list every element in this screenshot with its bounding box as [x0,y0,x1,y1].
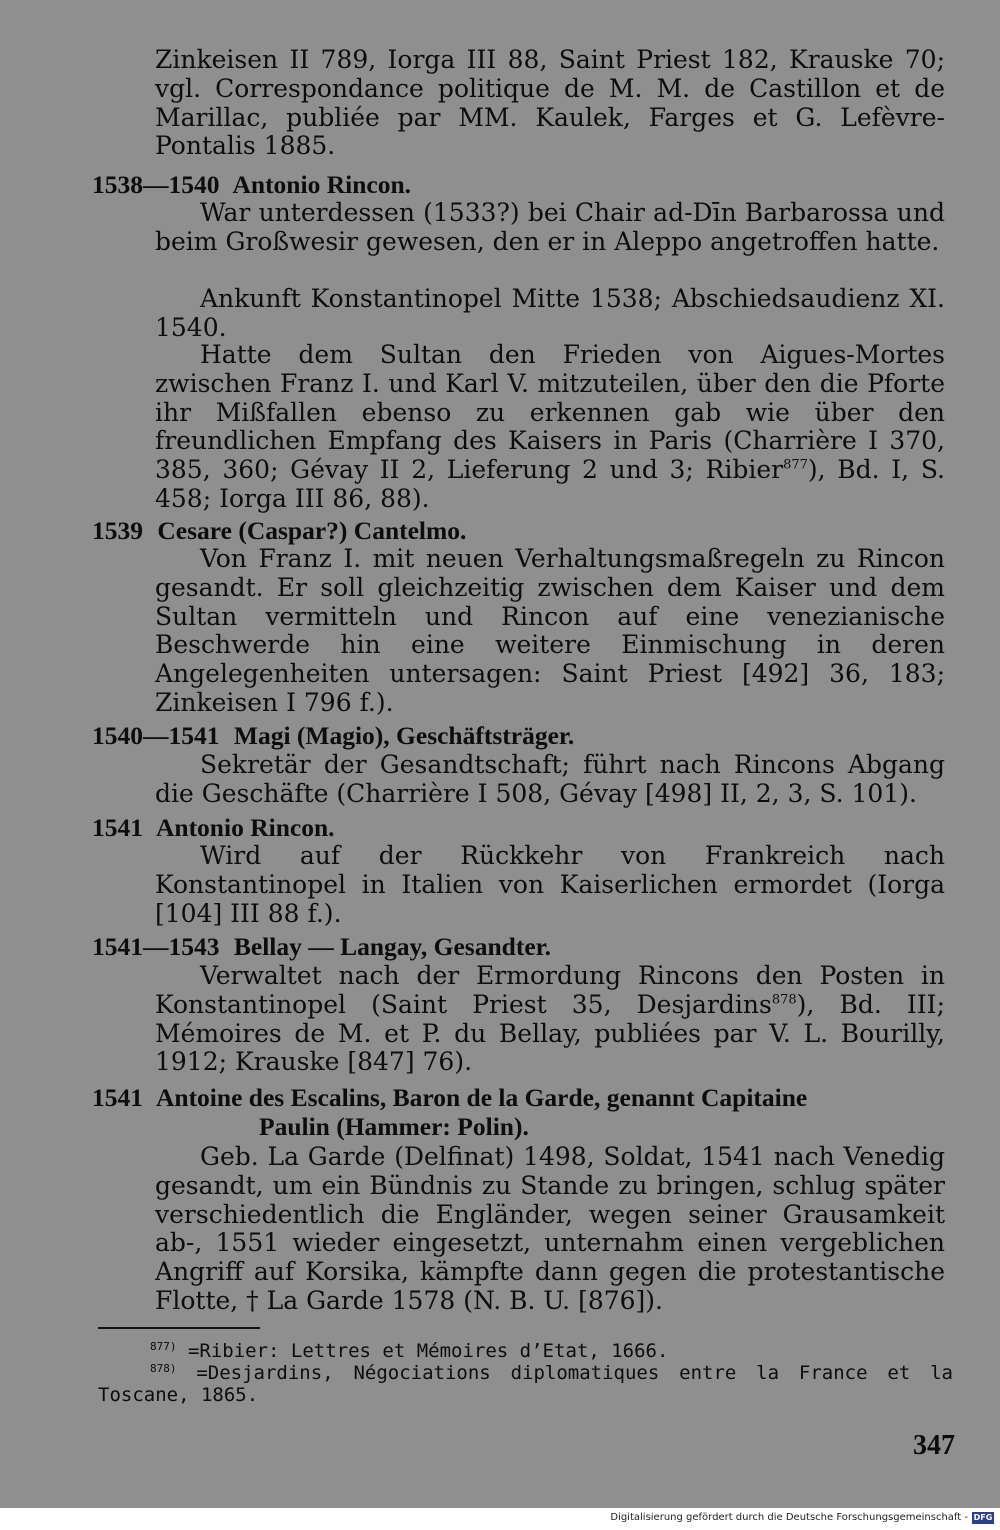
footnote-text: =Desjardins, Négociations diplomatiques entre la France et la Toscane, 1865. [98,1362,953,1406]
entry-year: 1540—1541 [92,721,220,750]
footnote [98,1362,953,1406]
entry-year: 1541 [92,813,143,842]
entry-name: Antonio Rincon. [155,813,335,842]
entry-name: Cesare (Caspar?) Cantelmo. [157,516,467,545]
entry-year: 1541—1543 [92,932,220,961]
entry-paragraph: Ankunft Konstantinopel Mitte 1538; Abschiedsaudienz XI. 1540. [155,284,945,342]
footnote-text: =Ribier: Lettres et Mémoires d’Etat, 1666. [187,1340,669,1362]
footnote [98,1340,953,1362]
footnote-mark: 878) [150,1361,177,1375]
entry-name-continued: Paulin (Hammer: Polin). [259,1112,529,1141]
paragraph-text: Verwaltet nach der Ermordung Rincons den Posten in Konstantinopel (Saint Priest 35, Desjardins [155,961,945,1019]
footer-credit: Digitalisierung gefördert durch die Deutsche Forschungsgemeinschaft - [610,1512,968,1523]
entry-name: Antonio Rincon. [232,170,412,199]
entry-paragraph: Von Franz I. mit neuen Verhaltungsmaßregeln zu Rincon gesandt. Er soll gleichzeitig zwischen dem Kaiser und dem Sultan vermitteln und Rincon auf eine venezianische Beschwerde hin eine weitere Einmischung in deren Angelegenheiten untersagen: Saint Priest [492] 36, 183; Zinkeisen I 796 f.). [155,544,945,717]
entry-year: 1539 [92,516,143,545]
entry-paragraph: War unterdessen (1533?) bei Chair ad-Dīn Barbarossa und beim Großwesir gewesen, den er in Aleppo angetroffen hatte. [155,198,945,256]
entry-name: Bellay — Langay, Gesandter. [233,932,552,961]
footnote-divider [98,1327,260,1329]
entry-year: 1538—1540 [92,170,220,199]
entry-heading [92,1083,952,1141]
entry-heading [92,932,952,961]
entry-paragraph [155,341,945,514]
entry-heading [92,721,952,750]
entry-name: Magi (Magio), Geschäftsträger. [233,721,575,750]
footnote-mark: 877) [150,1339,177,1353]
entry-paragraph [155,962,945,1077]
intro-paragraph: Zinkeisen II 789, Iorga III 88, Saint Priest 182, Krauske 70; vgl. Correspondance politique de M. M. de Castillon et de Marillac, publiée par MM. Kaulek, Farges et G. Lefèvre-Pontalis 1885. [155,45,945,161]
entry-paragraph: Geb. La Garde (Delfinat) 1498, Soldat, 1541 nach Venedig gesandt, um ein Bündnis zu Stande zu bringen, schlug später verschiedentlich die Engländer, wegen seiner Grausamkeit ab-, 1551 wieder eingesetzt, unternahm einen vergeblichen Angriff auf Korsika, kämpfte dann gegen die protestantische Flotte, † La Garde 1578 (N. B. U. [876]). [155,1142,945,1315]
dfg-logo-icon[interactable]: DFG [973,1513,993,1522]
entry-heading [92,170,952,199]
paragraph-text: Hatte dem Sultan den Frieden von Aigues-Mortes zwischen Franz I. und Karl V. mitzuteilen, über den die Pforte ihr Mißfallen ebenso zu erkennen gab wie über den freundlichen Empfang des Kaisers in Paris (Charrière I 370, 385, 360; Gévay II 2, Lieferung 2 und 3; Ribier [155,340,945,485]
footnote-ref: 877 [783,457,808,473]
paragraph-text: ), Bd. III; Mémoires de M. et P. du Bellay, publiées par V. L. Bourilly, 1912; Krauske [847] 76). [155,989,945,1077]
entry-year: 1541 [92,1083,143,1112]
entry-paragraph: Sekretär der Gesandtschaft; führt nach Rincons Abgang die Geschäfte (Charrière I 508, Gévay [498] II, 2, 3, S. 101). [155,750,945,808]
entry-paragraph: Wird auf der Rückkehr von Frankreich nach Konstantinopel in Italien von Kaiserlichen ermordet (Iorga [104] III 88 f.). [155,841,945,928]
footnote-ref: 878 [771,992,797,1008]
paragraph-text: ), Bd. I, S. 458; Iorga III 86, 88). [155,455,945,513]
entry-heading [92,516,952,545]
page-number: 347 [913,1430,955,1461]
entry-heading [92,813,952,842]
entry-name: Antoine des Escalins, Baron de la Garde, genannt Capitaine [155,1083,808,1112]
